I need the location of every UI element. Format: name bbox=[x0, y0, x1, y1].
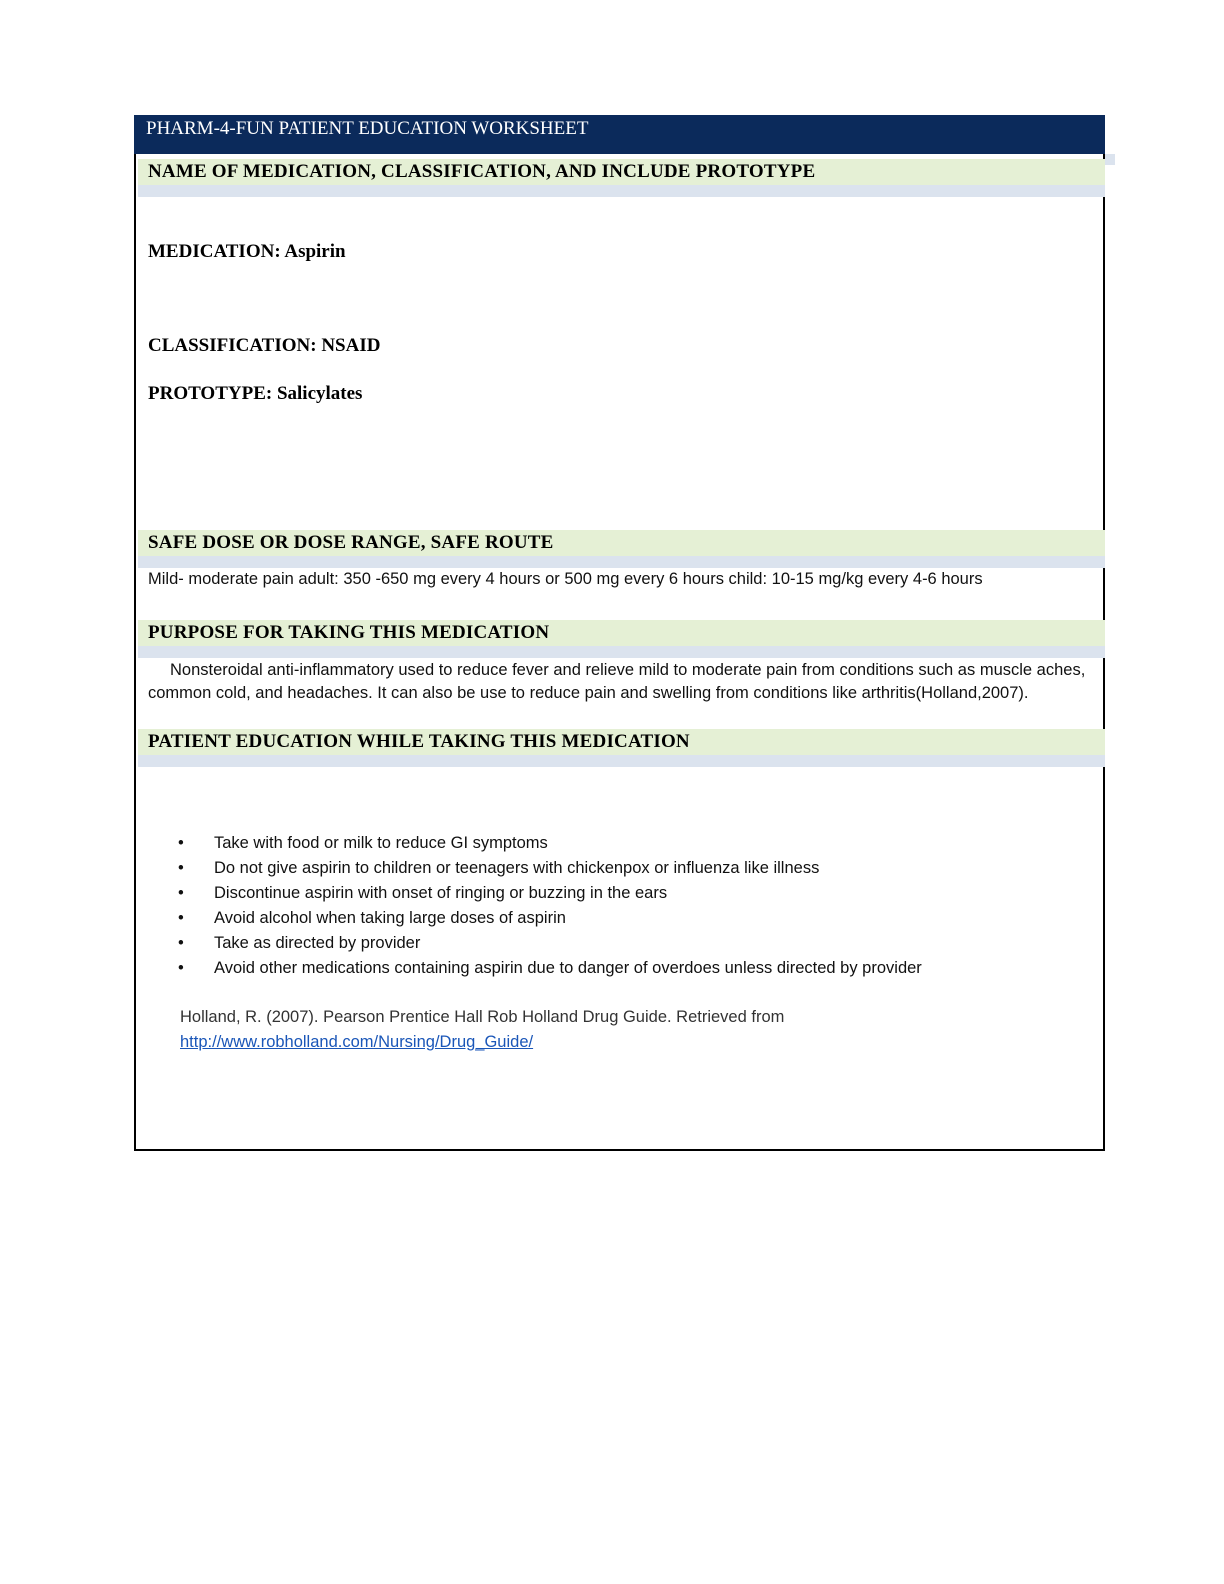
education-list bbox=[178, 831, 922, 981]
section-header-purpose: PURPOSE FOR TAKING THIS MEDICATION bbox=[138, 620, 1105, 646]
list-item-text: Avoid alcohol when taking large doses of aspirin bbox=[214, 909, 566, 927]
section-band-dose bbox=[138, 556, 1105, 568]
title-accent-strip bbox=[1105, 154, 1115, 165]
list-item-text: Avoid other medications containing aspirin due to danger of overdoes unless directed by provider bbox=[214, 959, 922, 977]
prototype-field: PROTOTYPE: Salicylates bbox=[148, 383, 363, 404]
bullet-icon: • bbox=[178, 884, 184, 902]
list-item-text: Discontinue aspirin with onset of ringing or buzzing in the ears bbox=[214, 884, 668, 902]
worksheet bbox=[134, 115, 1105, 1151]
list-item-text: Do not give aspirin to children or teenagers with chickenpox or influenza like illness bbox=[214, 859, 820, 877]
reference-link[interactable]: http://www.robholland.com/Nursing/Drug_Guide/ bbox=[180, 1033, 534, 1051]
worksheet-title: PHARM-4-FUN PATIENT EDUCATION WORKSHEET bbox=[134, 115, 1105, 154]
bullet-icon: • bbox=[178, 959, 184, 977]
medication-field: MEDICATION: Aspirin bbox=[148, 241, 346, 262]
section-header-name: NAME OF MEDICATION, CLASSIFICATION, AND INCLUDE PROTOTYPE bbox=[138, 159, 1105, 185]
section-band-education bbox=[138, 755, 1105, 767]
list-item bbox=[178, 856, 922, 881]
purpose-text: Nonsteroidal anti-inflammatory used to reduce fever and relieve mild to moderate pain from conditions such as muscle aches, common cold, and headaches. It can also be use to reduce pain and swelling from conditions like arthritis(Holland,2007). bbox=[148, 661, 1086, 702]
section-band-purpose bbox=[138, 646, 1105, 658]
worksheet-frame bbox=[134, 154, 1105, 1151]
list-item bbox=[178, 931, 922, 956]
bullet-icon: • bbox=[178, 859, 184, 877]
list-item bbox=[178, 881, 922, 906]
list-item bbox=[178, 956, 922, 981]
classification-field: CLASSIFICATION: NSAID bbox=[148, 335, 381, 356]
reference-citation bbox=[180, 1005, 1102, 1055]
bullet-icon: • bbox=[178, 934, 184, 952]
section-band-name bbox=[138, 185, 1105, 197]
bullet-icon: • bbox=[178, 909, 184, 927]
list-item-text: Take as directed by provider bbox=[214, 934, 421, 952]
dose-text: Mild- moderate pain adult: 350 -650 mg every 4 hours or 500 mg every 6 hours child: 10-15 mg/kg every 4-6 hours bbox=[148, 570, 983, 588]
section-header-education: PATIENT EDUCATION WHILE TAKING THIS MEDICATION bbox=[138, 729, 1105, 755]
list-item bbox=[178, 831, 922, 856]
bullet-icon: • bbox=[178, 834, 184, 852]
list-item-text: Take with food or milk to reduce GI symptoms bbox=[214, 834, 548, 852]
reference-text: Holland, R. (2007). Pearson Prentice Hall Rob Holland Drug Guide. Retrieved from bbox=[180, 1008, 785, 1026]
section-header-dose: SAFE DOSE OR DOSE RANGE, SAFE ROUTE bbox=[138, 530, 1105, 556]
list-item bbox=[178, 906, 922, 931]
